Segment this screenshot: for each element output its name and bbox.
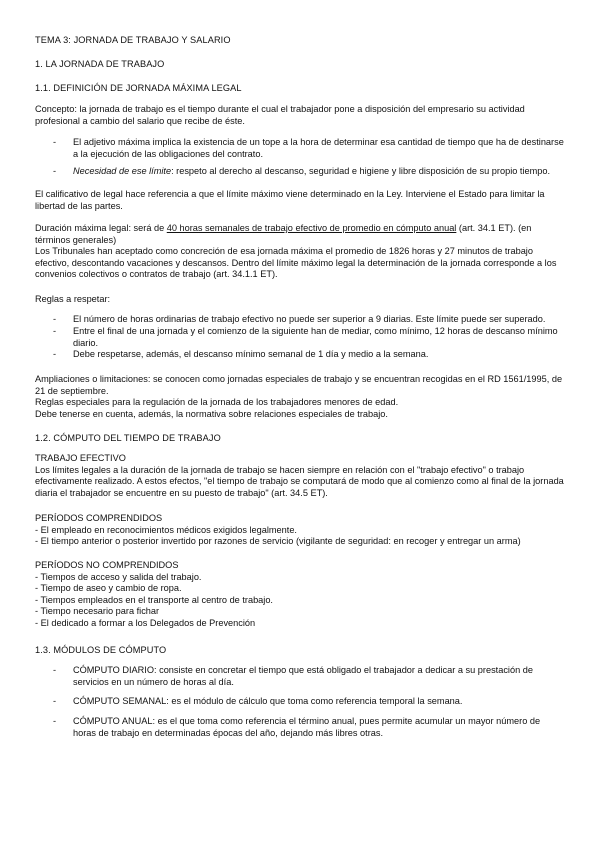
section-1-3-heading: 1.3. MÓDULOS DE CÓMPUTO	[35, 645, 167, 655]
bullet-dash: -	[53, 665, 57, 675]
bullet-text: El número de horas ordinarias de trabajo efectivo no puede ser superior a 9 diarias. Este límite puede ser superado.	[73, 314, 546, 324]
list-item: - Tiempo necesario para fichar	[35, 606, 160, 617]
bullet-dash: -	[53, 696, 57, 706]
ampliaciones-block	[35, 374, 565, 420]
concepto-paragraph: Concepto: la jornada de trabajo es el tiempo durante el cual el trabajador pone a disposición del empresario su actividad profesional a cambio del salario que recibe de éste.	[35, 104, 525, 126]
list-item: - El dedicado a formar a los Delegados de Prevención	[35, 617, 256, 628]
bullet-dash: -	[53, 137, 57, 147]
list-item	[35, 166, 565, 178]
duracion-paragraph	[35, 223, 565, 246]
list-item	[35, 349, 565, 361]
bullet-text: CÓMPUTO ANUAL: es el que toma como referencia el término anual, pues permite acumular un mayor número de horas de trabajo en determinadas épocas del año, dejando más libres otras.	[73, 716, 541, 738]
bullet-text	[73, 166, 565, 178]
list-item: - Tiempo de aseo y cambio de ropa.	[35, 583, 182, 594]
reglas-especiales-paragraph: Reglas especiales para la regulación de la jornada de los trabajadores menores de edad.	[35, 397, 399, 408]
section-1-1-heading: 1.1. DEFINICIÓN DE JORNADA MÁXIMA LEGAL	[35, 83, 242, 93]
trabajo-efectivo-heading: TRABAJO EFECTIVO	[35, 453, 126, 463]
list-item	[35, 314, 565, 326]
bullet-dash: -	[53, 716, 57, 726]
bullet-dash: -	[53, 166, 57, 176]
trabajo-efectivo-block	[35, 453, 565, 499]
bullet-lead: Necesidad de ese límite	[73, 166, 172, 176]
list-item: - El tiempo anterior o posterior invertido por razones de servicio (vigilante de seguridad: en recoger y entregar un arma)	[35, 536, 521, 547]
comprendidos-heading: PERÍODOS COMPRENDIDOS	[35, 513, 163, 523]
duracion-prefix: Duración máxima legal: será de	[35, 223, 167, 233]
no-comprendidos-block	[35, 560, 565, 630]
ampliaciones-paragraph: Ampliaciones o limitaciones: se conocen como jornadas especiales de trabajo y se encuentran recogidas en el RD 1561/1995, de 21 de septiembre.	[35, 374, 563, 396]
bullet-dash: -	[53, 349, 57, 359]
no-comprendidos-heading: PERÍODOS NO COMPRENDIDOS	[35, 560, 179, 570]
bullet-text: Debe respetarse, además, el descanso mínimo semanal de 1 día y medio a la semana.	[73, 349, 429, 359]
section-1-2-heading: 1.2. CÓMPUTO DEL TIEMPO DE TRABAJO	[35, 433, 221, 443]
list-item	[35, 665, 565, 688]
bullet-text: CÓMPUTO SEMANAL: es el módulo de cálculo que toma como referencia temporal la semana.	[73, 696, 463, 706]
comprendidos-block	[35, 513, 565, 548]
bullet-dash: -	[53, 326, 57, 336]
bullet-rest: : respeto al derecho al descanso, seguridad e higiene y libre disposición de su propio tiempo.	[171, 166, 551, 176]
bullet-text: Entre el final de una jornada y el comienzo de la siguiente han de mediar, como mínimo, 12 horas de descanso mínimo diario.	[73, 326, 558, 348]
duracion-underlined: 40 horas semanales de trabajo efectivo de promedio en cómputo anual	[166, 223, 457, 233]
bullet-dash: -	[53, 314, 57, 324]
section-1-heading: 1. LA JORNADA DE TRABAJO	[35, 59, 165, 69]
reglas-heading: Reglas a respetar:	[35, 294, 111, 304]
normativa-paragraph: Debe tenerse en cuenta, además, la normativa sobre relaciones especiales de trabajo.	[35, 408, 388, 419]
duracion-block	[35, 223, 565, 281]
duracion-suffix: (art. 34.1 ET). (en términos generales)	[35, 223, 532, 245]
trabajo-efectivo-paragraph: Los límites legales a la duración de la jornada de trabajo se hacen siempre en relación con el "trabajo efectivo" o trabajo efectivamente realizado. A estos efectos, "el tiempo de trabajo se computará de modo que al comienzo como al final de la jornada diaria el trabajador se encuentre en su puesto de trabajo" (art. 34.5 ET).	[35, 464, 564, 498]
list-item	[35, 326, 565, 349]
bullet-text: El adjetivo máxima implica la existencia de un tope a la hora de determinar esa cantidad de tiempo que ha de destinarse a la ejecución de las obligaciones del contrato.	[73, 137, 564, 159]
list-item: - Tiempos empleados en el transporte al centro de trabajo.	[35, 594, 273, 605]
tribunales-paragraph: Los Tribunales han aceptado como concreción de esa jornada máxima el promedio de 1826 horas y 27 minutos de trabajo efectivo, descontando vacaciones y descansos. Dentro del límite máximo legal la determinación de la jornada corresponde a los convenios colectivos o contratos de trabajo (art. 34.1.1 ET).	[35, 246, 557, 280]
list-item	[35, 696, 565, 708]
calificativo-paragraph: El calificativo de legal hace referencia a que el límite máximo viene determinado en la Ley. Interviene el Estado para limitar la libertad de las partes.	[35, 189, 545, 211]
list-item: - Tiempos de acceso y salida del trabajo.	[35, 571, 202, 582]
document-title: TEMA 3: JORNADA DE TRABAJO Y SALARIO	[35, 35, 231, 45]
list-item	[35, 716, 565, 739]
list-item: - El empleado en reconocimientos médicos exigidos legalmente.	[35, 524, 297, 535]
list-item	[35, 137, 565, 160]
bullet-text: CÓMPUTO DIARIO: consiste en concretar el tiempo que está obligado el trabajador a dedicar a su prestación de servicios en un número de horas al día.	[73, 665, 533, 687]
